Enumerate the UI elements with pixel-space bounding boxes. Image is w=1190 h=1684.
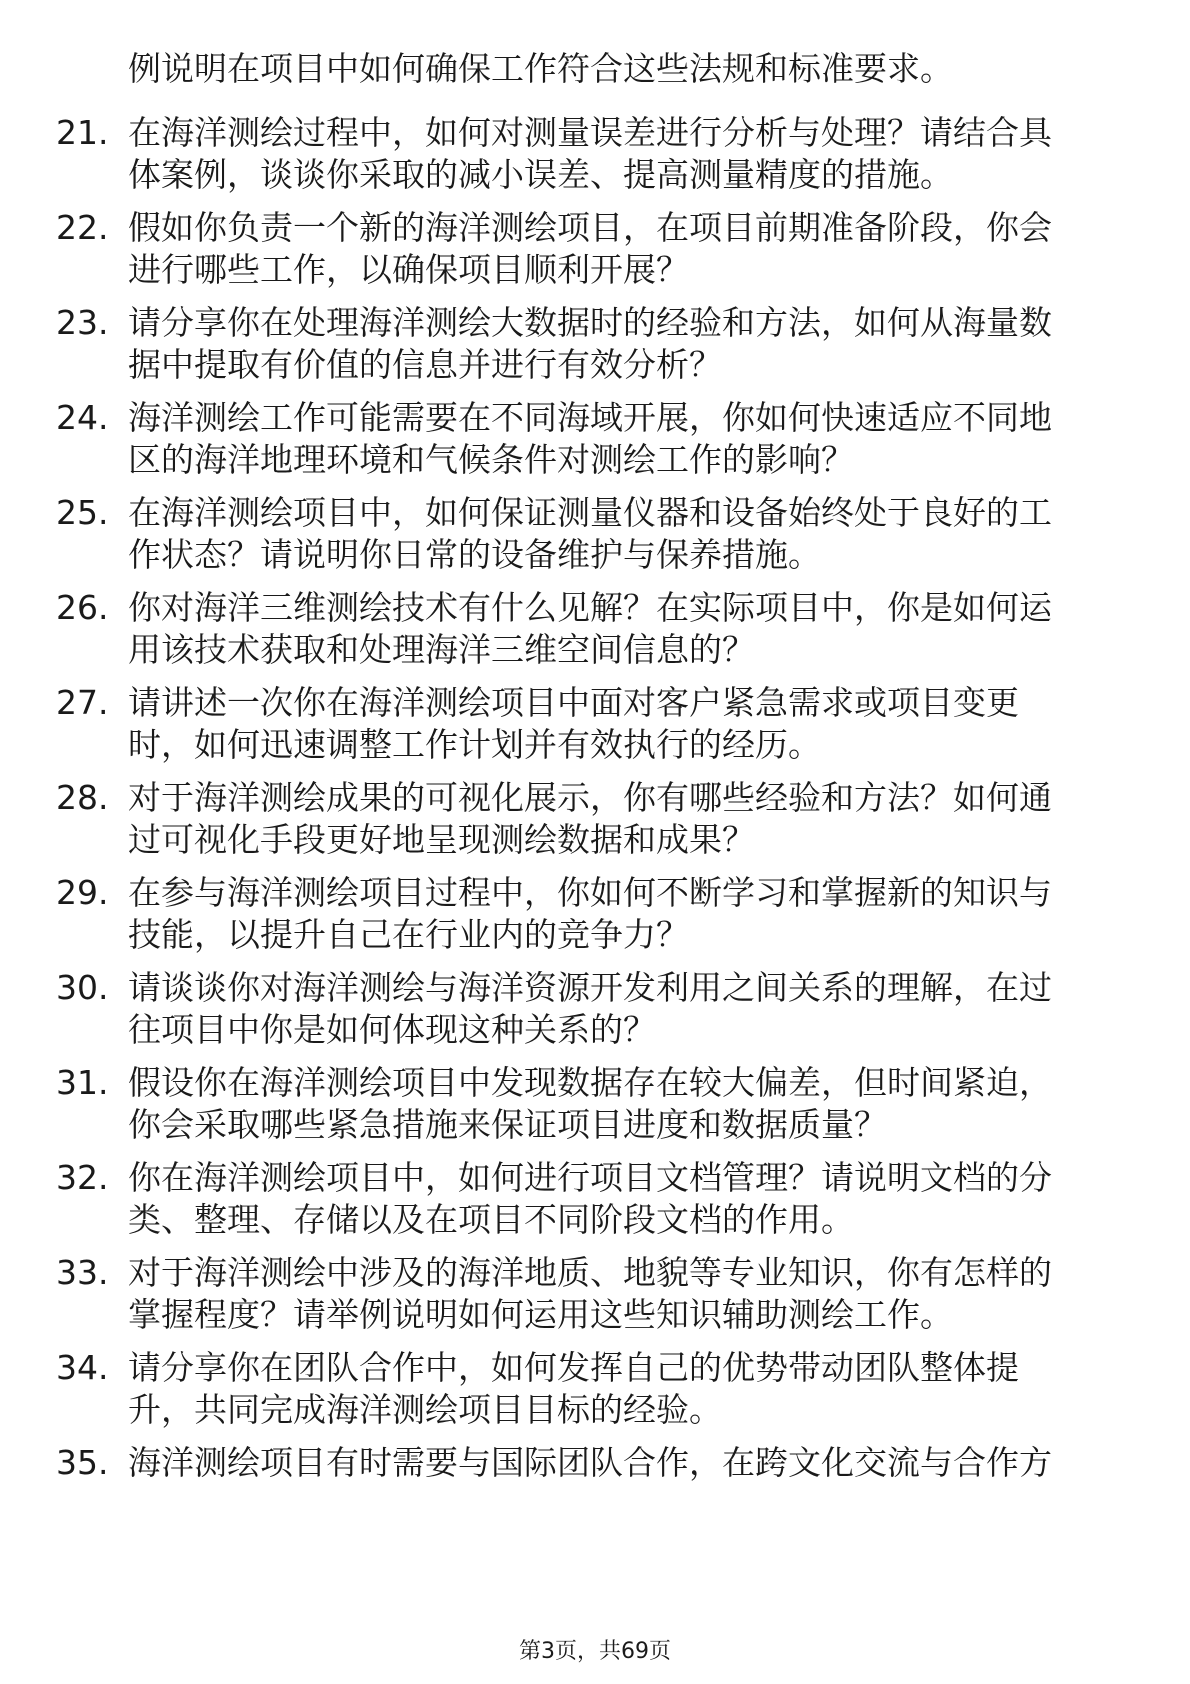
question-item [56,112,1136,207]
question-text [128,872,1128,956]
question-item [56,682,1136,777]
question-item [56,967,1136,1062]
question-item [56,1062,1136,1157]
question-text [128,777,1128,861]
question-number: 29. [56,873,109,912]
question-item [56,1252,1136,1347]
question-line: 你会采取哪些紧急措施来保证项目进度和数据质量？ [128,1105,887,1144]
question-line: 对于海洋测绘成果的可视化展示，你有哪些经验和方法？如何通 [128,778,1052,817]
question-text [128,1347,1128,1431]
question-line: 过可视化手段更好地呈现测绘数据和成果？ [128,820,755,859]
question-text [128,1062,1128,1146]
question-line: 技能，以提升自己在行业内的竞争力？ [128,915,689,954]
question-text [128,1442,1128,1484]
question-text [128,1252,1128,1336]
question-line: 请分享你在处理海洋测绘大数据时的经验和方法，如何从海量数 [128,303,1052,342]
question-line: 用该技术获取和处理海洋三维空间信息的？ [128,630,755,669]
question-number: 24. [56,398,109,437]
question-number: 35. [56,1443,109,1482]
question-line: 体案例，谈谈你采取的减小误差、提高测量精度的措施。 [128,155,953,194]
question-number: 23. [56,303,109,342]
question-item [56,587,1136,682]
question-number: 31. [56,1063,109,1102]
question-list [56,112,1136,1537]
question-item [56,872,1136,967]
question-text [128,492,1128,576]
question-line: 你对海洋三维测绘技术有什么见解？在实际项目中，你是如何运 [128,588,1052,627]
question-item [56,397,1136,492]
question-item [56,1442,1136,1537]
question-line: 在参与海洋测绘项目过程中，你如何不断学习和掌握新的知识与 [128,873,1052,912]
question-text [128,397,1128,481]
question-line: 对于海洋测绘中涉及的海洋地质、地貌等专业知识，你有怎样的 [128,1253,1052,1292]
question-line: 据中提取有价值的信息并进行有效分析？ [128,345,722,384]
question-line: 海洋测绘工作可能需要在不同海域开展，你如何快速适应不同地 [128,398,1052,437]
question-line: 你在海洋测绘项目中，如何进行项目文档管理？请说明文档的分 [128,1158,1052,1197]
question-text [128,587,1128,671]
question-number: 21. [56,113,109,152]
question-line: 类、整理、存储以及在项目不同阶段文档的作用。 [128,1200,854,1239]
question-number: 33. [56,1253,109,1292]
question-line: 升，共同完成海洋测绘项目目标的经验。 [128,1390,722,1429]
question-item [56,1347,1136,1442]
question-line: 掌握程度？请举例说明如何运用这些知识辅助测绘工作。 [128,1295,953,1334]
question-number: 32. [56,1158,109,1197]
question-text [128,1157,1128,1241]
question-line: 时，如何迅速调整工作计划并有效执行的经历。 [128,725,821,764]
page-footer: 第3页，共69页 [519,1639,671,1664]
question-number: 26. [56,588,109,627]
question-item [56,207,1136,302]
question-text [128,302,1128,386]
question-line: 假如你负责一个新的海洋测绘项目，在项目前期准备阶段，你会 [128,208,1052,247]
question-line: 请谈谈你对海洋测绘与海洋资源开发利用之间关系的理解，在过 [128,968,1052,1007]
question-number: 22. [56,208,109,247]
question-number: 27. [56,683,109,722]
question-text [128,682,1128,766]
question-line: 请分享你在团队合作中，如何发挥自己的优势带动团队整体提 [128,1348,1019,1387]
question-line: 往项目中你是如何体现这种关系的？ [128,1010,656,1049]
question-line: 进行哪些工作，以确保项目顺利开展？ [128,250,689,289]
question-number: 30. [56,968,109,1007]
question-item [56,1157,1136,1252]
question-text [128,112,1128,196]
question-line: 在海洋测绘项目中，如何保证测量仪器和设备始终处于良好的工 [128,493,1052,532]
continuation-text: 例说明在项目中如何确保工作符合这些法规和标准要求。 [128,49,953,88]
question-line: 请讲述一次你在海洋测绘项目中面对客户紧急需求或项目变更 [128,683,1019,722]
question-text [128,207,1128,291]
question-item [56,492,1136,587]
question-item [56,777,1136,872]
question-line: 假设你在海洋测绘项目中发现数据存在较大偏差，但时间紧迫， [128,1063,1052,1102]
question-number: 28. [56,778,109,817]
question-number: 25. [56,493,109,532]
question-number: 34. [56,1348,109,1387]
question-item [56,302,1136,397]
question-line: 在海洋测绘过程中，如何对测量误差进行分析与处理？请结合具 [128,113,1052,152]
question-line: 区的海洋地理环境和气候条件对测绘工作的影响？ [128,440,854,479]
question-line: 海洋测绘项目有时需要与国际团队合作，在跨文化交流与合作方 [128,1443,1052,1482]
question-text [128,967,1128,1051]
question-line: 作状态？请说明你日常的设备维护与保养措施。 [128,535,821,574]
